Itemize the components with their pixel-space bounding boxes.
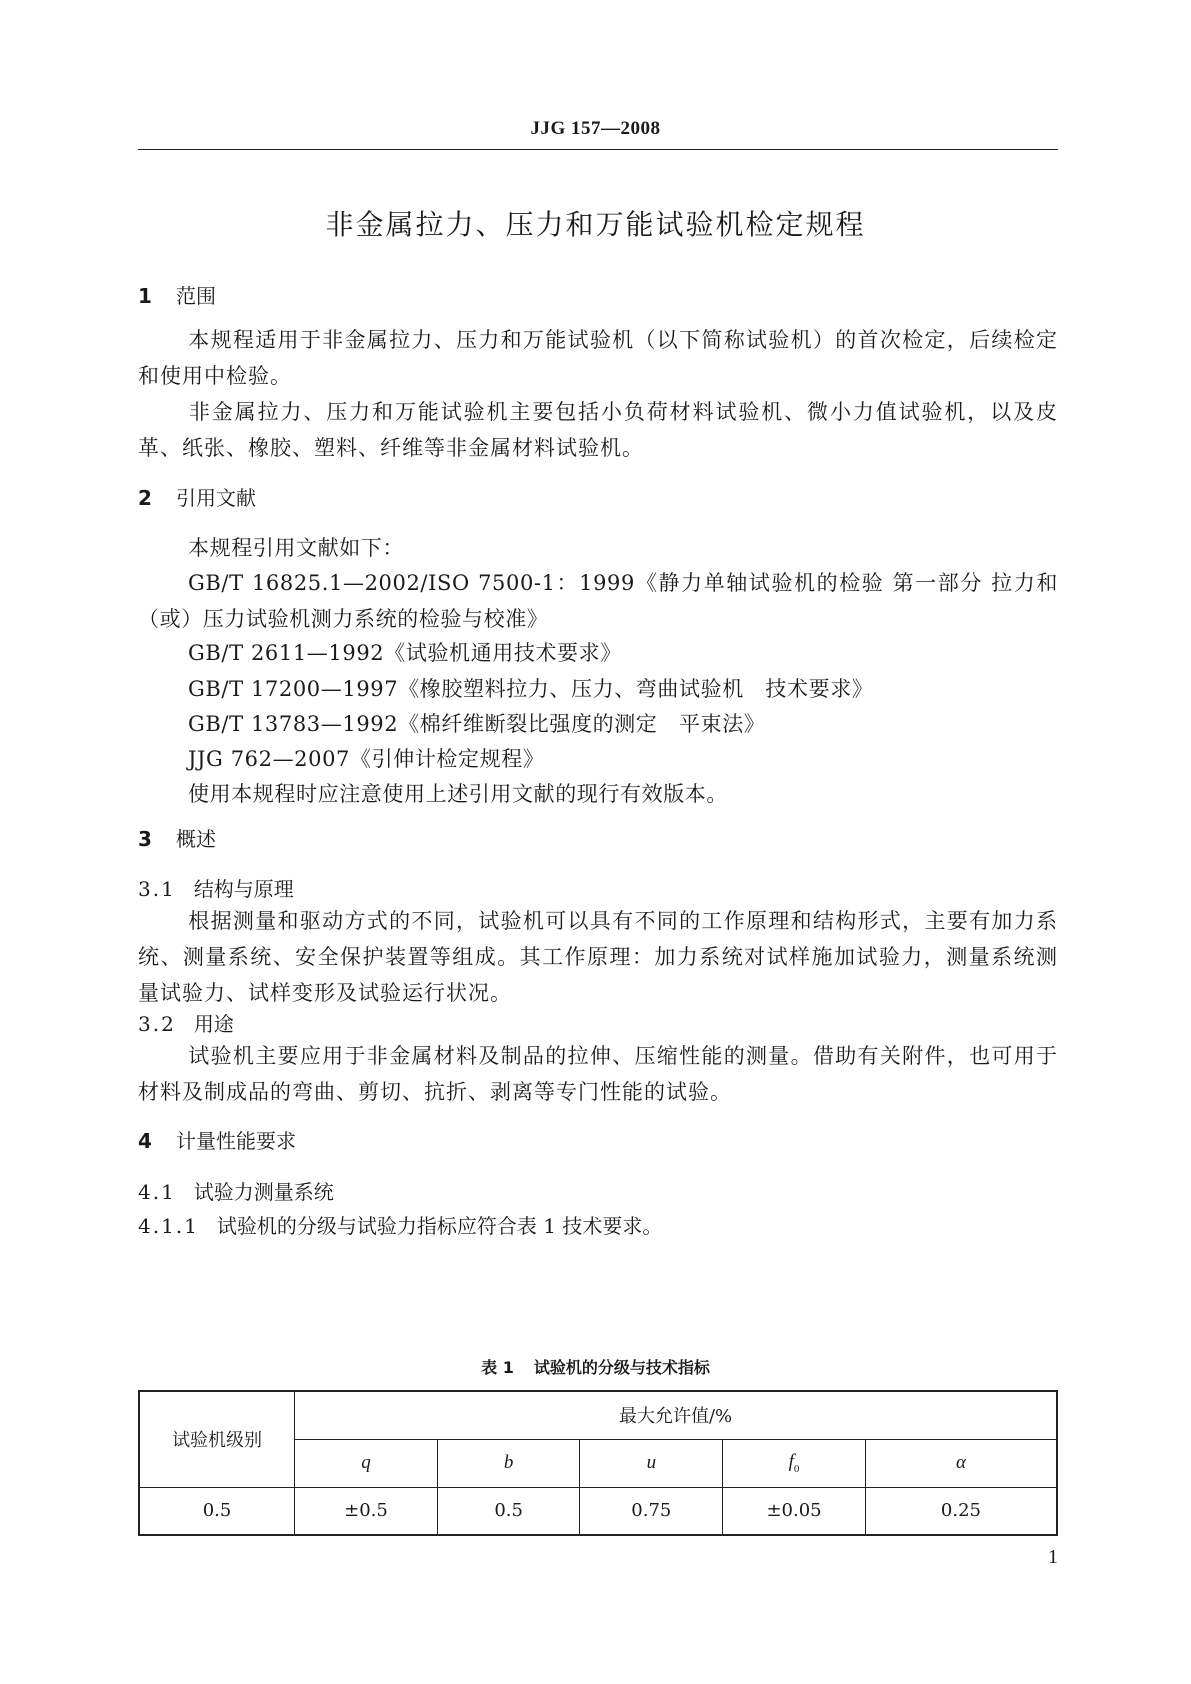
section-title: 计量性能要求 [176, 1129, 296, 1153]
section-3-heading [138, 823, 216, 852]
section-number: 4 [138, 1129, 152, 1153]
table-caption-number: 表 1 [481, 1358, 514, 1377]
document-title: 非金属拉力、压力和万能试验机检定规程 [325, 208, 866, 241]
section-title: 引用文献 [176, 486, 256, 510]
reference-item: GB/T 17200—1997《橡胶塑料拉力、压力、弯曲试验机 技术要求》 [188, 677, 874, 701]
table-cell: 0.5 [437, 1487, 580, 1535]
column-header-alpha: α [865, 1439, 1057, 1487]
subsection-number: 3.1 [138, 877, 176, 901]
section-4-heading [138, 1125, 296, 1154]
table-caption-text: 试验机的分级与技术指标 [533, 1358, 710, 1377]
reference-item: JJG 762—2007《引伸计检定规程》 [188, 747, 545, 771]
table-caption [0, 1355, 1191, 1378]
column-header-q: q [295, 1439, 438, 1487]
section-title: 范围 [176, 284, 216, 308]
table-cell: 0.25 [865, 1487, 1057, 1535]
reference-item: GB/T 13783—1992《棉纤维断裂比强度的测定 平束法》 [188, 712, 766, 736]
table-cell: 0.75 [580, 1487, 723, 1535]
section-1-paragraph-1: 本规程适用于非金属拉力、压力和万能试验机（以下简称试验机）的首次检定，后续检定和使用中检验。 [138, 328, 1058, 388]
subsection-4-1-heading [138, 1176, 334, 1205]
spec-table [138, 1390, 1058, 1536]
subsection-text: 试验机的分级与试验力指标应符合表 1 技术要求。 [216, 1214, 663, 1238]
subsection-3-1-heading [138, 873, 294, 902]
section-number: 1 [138, 284, 152, 308]
table-cell: ±0.5 [295, 1487, 438, 1535]
page-number: 1 [1048, 1546, 1058, 1568]
subsection-title: 试验力测量系统 [193, 1180, 334, 1204]
section-title: 概述 [176, 827, 216, 851]
section-number: 2 [138, 486, 152, 510]
references-intro: 本规程引用文献如下： [188, 536, 404, 560]
section-3-2-paragraph: 试验机主要应用于非金属材料及制品的拉伸、压缩性能的测量。借助有关附件，也可用于材料及制成品的弯曲、剪切、抗折、剥离等专门性能的试验。 [138, 1044, 1058, 1104]
table-row [139, 1487, 1057, 1535]
subsection-4-1-1 [138, 1210, 662, 1239]
column-header-f0: $f_0$ [723, 1439, 866, 1487]
section-number: 3 [138, 827, 152, 851]
section-1-paragraph-2: 非金属拉力、压力和万能试验机主要包括小负荷材料试验机、微小力值试验机，以及皮革、纸张、橡胶、塑料、纤维等非金属材料试验机。 [138, 400, 1058, 460]
reference-item: GB/T 2611—1992《试验机通用技术要求》 [188, 641, 622, 665]
subsection-3-2-heading [138, 1008, 234, 1037]
references-note: 使用本规程时应注意使用上述引用文献的现行有效版本。 [188, 782, 728, 806]
section-2-heading [138, 482, 256, 511]
column-header-b: b [437, 1439, 580, 1487]
table-cell: ±0.05 [723, 1487, 866, 1535]
subsection-number: 3.2 [138, 1012, 176, 1036]
section-3-1-paragraph: 根据测量和驱动方式的不同，试验机可以具有不同的工作原理和结构形式，主要有加力系统、测量系统、安全保护装置等组成。其工作原理：加力系统对试样施加试验力，测量系统测量试验力、试样变形及试验运行状况。 [138, 909, 1058, 1005]
subsection-title: 用途 [193, 1012, 234, 1036]
subsection-number: 4.1.1 [138, 1214, 199, 1238]
section-1-heading [138, 280, 216, 309]
reference-item: GB/T 16825.1—2002/ISO 7500-1：1999《静力单轴试验机的检验 第一部分 拉力和（或）压力试验机测力系统的检验与校准》 [138, 571, 1058, 631]
subsection-number: 4.1 [138, 1180, 176, 1204]
table-cell: 0.5 [139, 1487, 295, 1535]
column-header-group: 最大允许值/% [295, 1391, 1057, 1439]
column-header-class: 试验机级别 [139, 1391, 295, 1487]
standard-code-header: JJG 157—2008 [530, 118, 661, 139]
header-rule [138, 149, 1058, 150]
column-header-u: u [580, 1439, 723, 1487]
subsection-title: 结构与原理 [193, 877, 294, 901]
